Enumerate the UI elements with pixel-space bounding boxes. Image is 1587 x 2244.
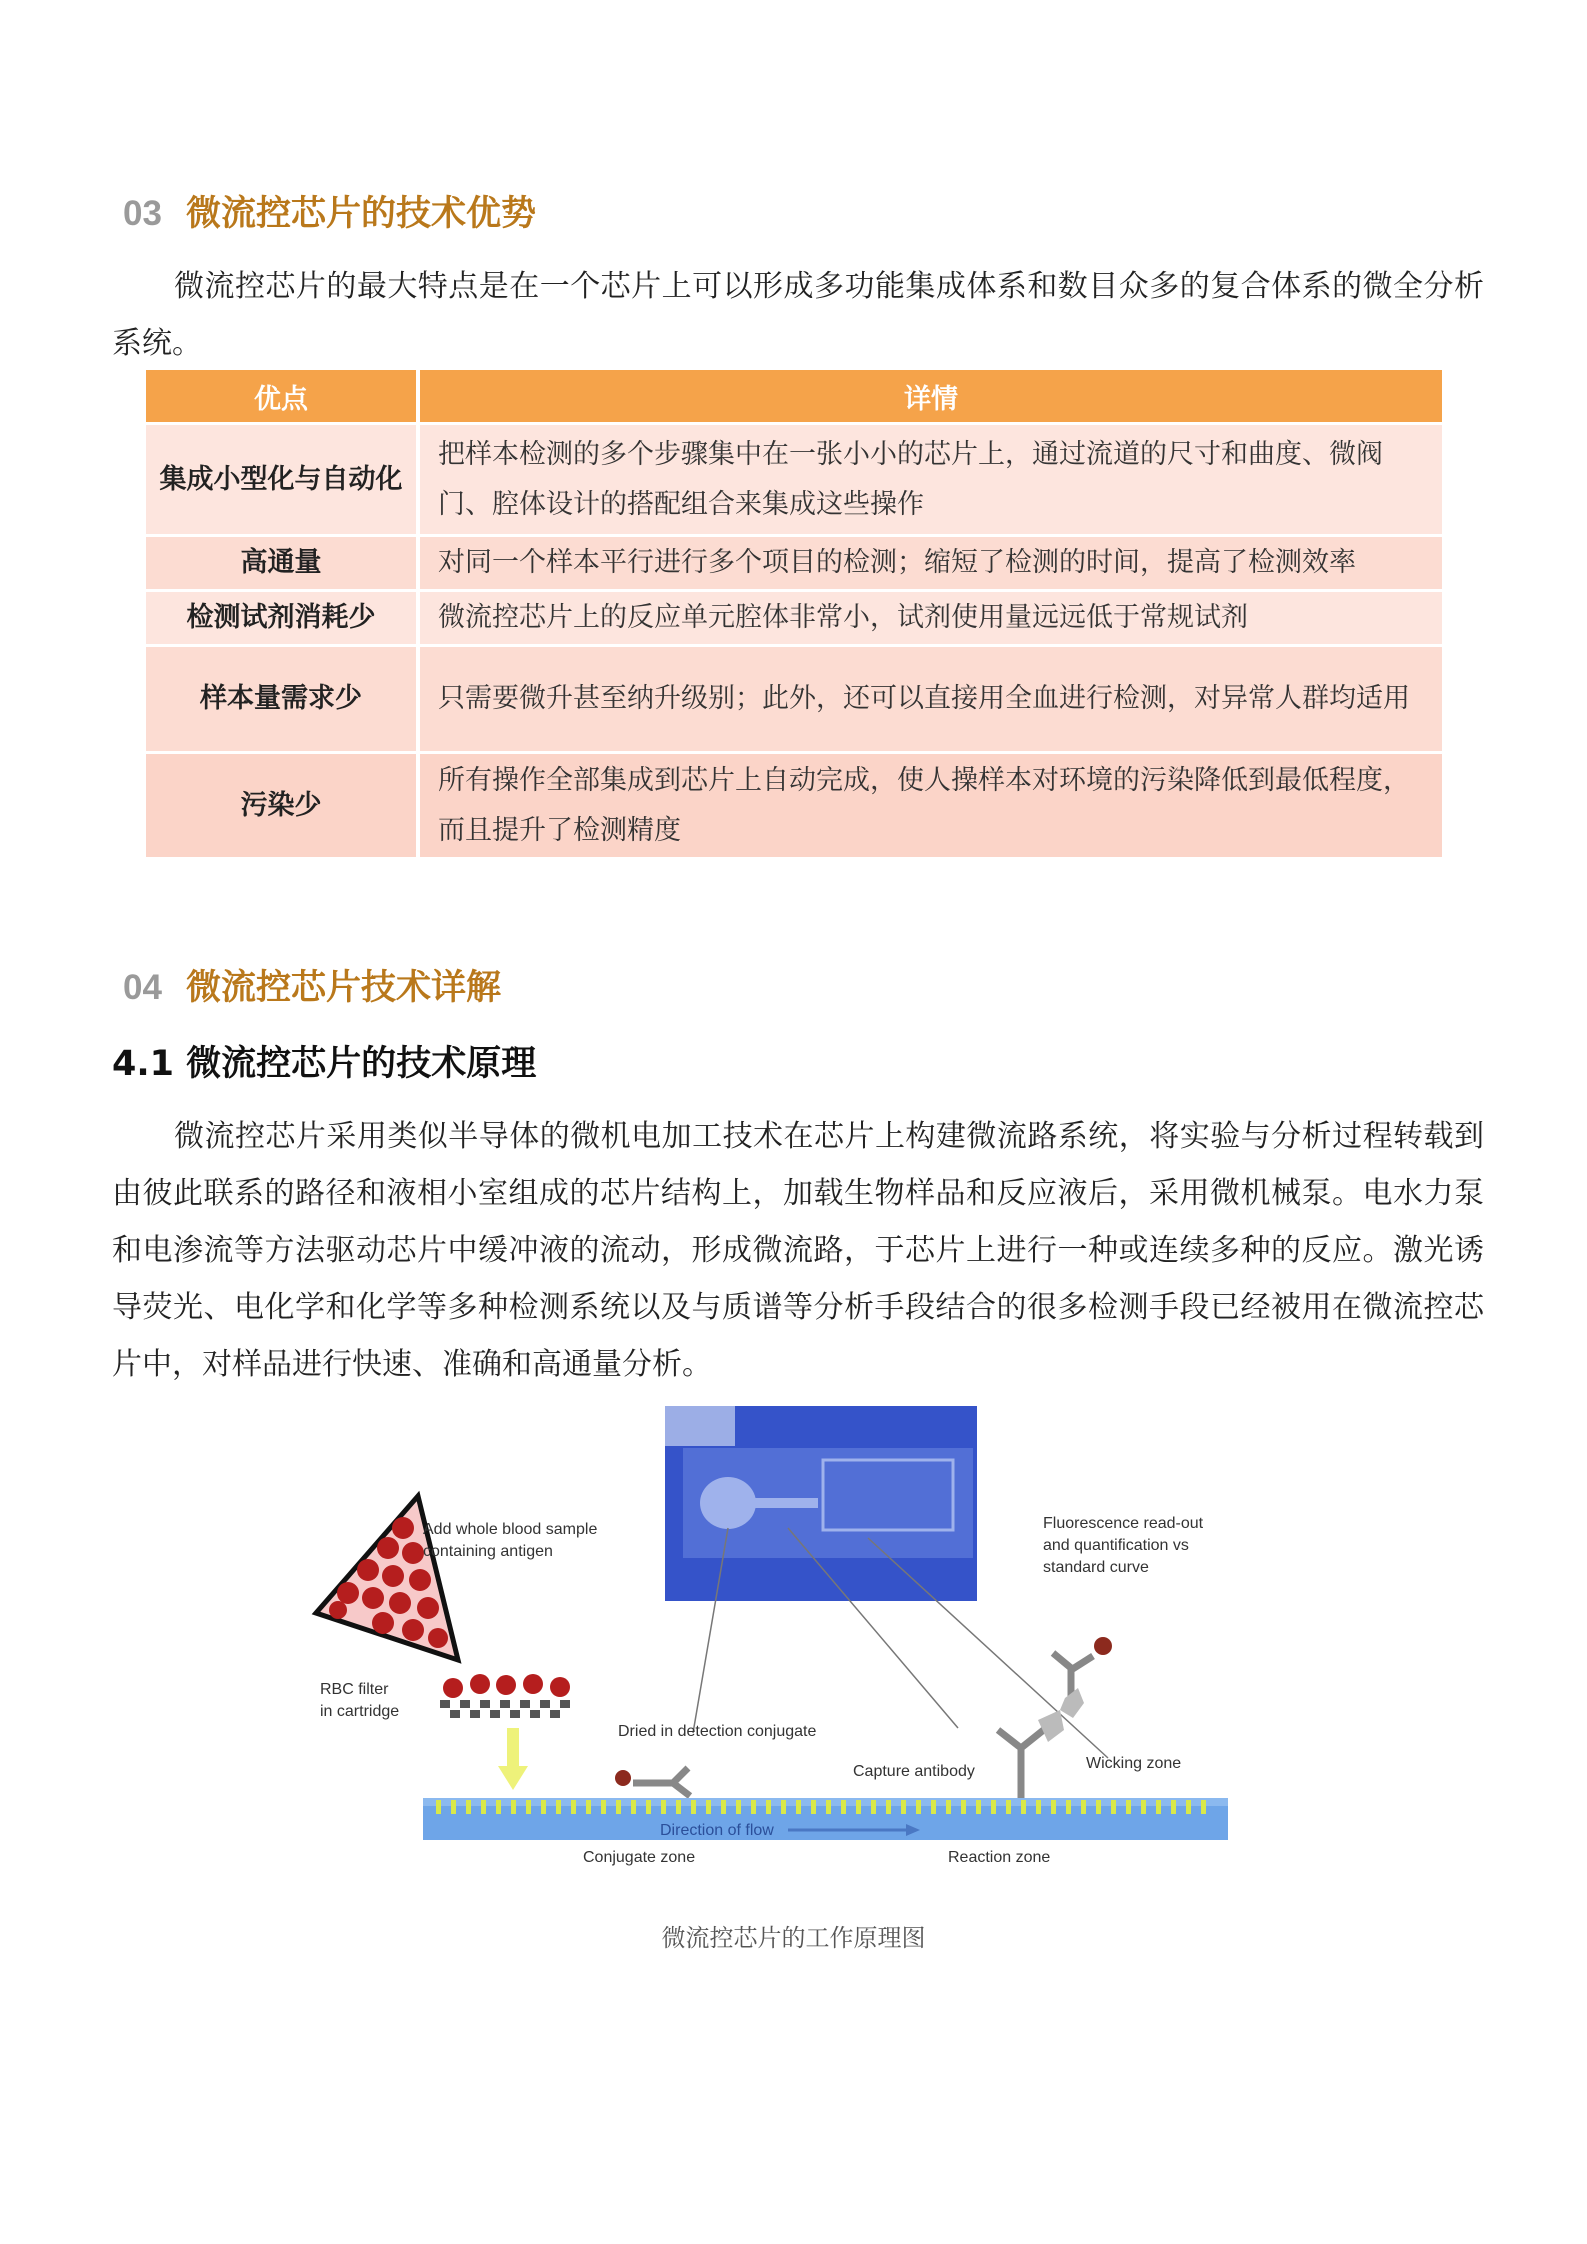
table-row bbox=[146, 425, 1446, 537]
label-wicking: Wicking zone bbox=[1086, 1755, 1182, 1772]
detail-cell: 对同一个样本平行进行多个项目的检测；缩短了检测的时间，提高了检测效率 bbox=[420, 537, 1446, 592]
section-title: 微流控芯片的技术优势 bbox=[185, 194, 536, 234]
subsection-title: 4.1 微流控芯片的技术原理 bbox=[112, 1044, 537, 1084]
header-detail: 详情 bbox=[420, 370, 1446, 425]
label-dried: Dried in detection conjugate bbox=[618, 1723, 817, 1740]
label-rbc-1: RBC filter bbox=[320, 1681, 389, 1698]
label-fluor-1: Fluorescence read-out bbox=[1043, 1515, 1204, 1532]
section-4-heading bbox=[123, 960, 501, 1010]
table-row bbox=[146, 537, 1446, 592]
label-capture: Capture antibody bbox=[853, 1763, 975, 1780]
microfluidic-principle-figure bbox=[308, 1398, 1288, 1878]
flow-strip bbox=[423, 1798, 1228, 1840]
table-row bbox=[146, 647, 1446, 754]
principle-paragraph: 微流控芯片采用类似半导体的微机电加工技术在芯片上构建微流路系统，将实验与分析过程转载到由彼此联系的路径和液相小室组成的芯片结构上，加载生物样品和反应液后，采用微机械泵。电水力泵和电渗流等方法驱动芯片中缓冲液的流动，形成微流路，于芯片上进行一种或连续多种的反应。激光诱导荧光、电化学和化学等多种检测系统以及与质谱等分析手段结合的很多检测手段已经被用在微流控芯片中，对样品进行快速、准确和高通量分析。 bbox=[112, 1119, 1484, 1382]
header-advantage: 优点 bbox=[146, 370, 420, 425]
detail-cell: 微流控芯片上的反应单元腔体非常小，试剂使用量远远低于常规试剂 bbox=[420, 592, 1446, 647]
table-row bbox=[146, 592, 1446, 647]
figure-caption: 微流控芯片的工作原理图 bbox=[661, 1924, 926, 1952]
table-header-row bbox=[146, 370, 1446, 425]
section-title: 微流控芯片技术详解 bbox=[185, 968, 501, 1008]
chip-photo bbox=[665, 1406, 977, 1601]
advantage-cell: 检测试剂消耗少 bbox=[146, 592, 420, 647]
label-reaction-zone: Reaction zone bbox=[948, 1849, 1051, 1866]
label-fluor-3: standard curve bbox=[1043, 1559, 1149, 1576]
section-number: 04 bbox=[123, 968, 162, 1007]
advantage-cell: 高通量 bbox=[146, 537, 420, 592]
advantage-cell: 污染少 bbox=[146, 754, 420, 860]
label-flow: Direction of flow bbox=[660, 1822, 774, 1839]
detail-cell: 只需要微升甚至纳升级别；此外，还可以直接用全血进行检测，对异常人群均适用 bbox=[420, 647, 1446, 754]
section-3-heading bbox=[123, 186, 536, 236]
label-add-sample-2: containing antigen bbox=[423, 1543, 553, 1560]
section-number: 03 bbox=[123, 194, 162, 233]
detail-cell: 所有操作全部集成到芯片上自动完成，使人操样本对环境的污染降低到最低程度，而且提升了检测精度 bbox=[420, 754, 1446, 860]
advantages-table bbox=[146, 370, 1446, 860]
label-rbc-2: in cartridge bbox=[320, 1703, 400, 1720]
intro-paragraph: 微流控芯片的最大特点是在一个芯片上可以形成多功能集成体系和数目众多的复合体系的微全分析系统。 bbox=[112, 269, 1484, 361]
advantage-cell: 样本量需求少 bbox=[146, 647, 420, 754]
label-conjugate-zone: Conjugate zone bbox=[583, 1849, 696, 1866]
detail-cell: 把样本检测的多个步骤集中在一张小小的芯片上，通过流道的尺寸和曲度、微阀门、腔体设计的搭配组合来集成这些操作 bbox=[420, 425, 1446, 537]
label-add-sample-1: Add whole blood sample bbox=[423, 1521, 598, 1538]
advantage-cell: 集成小型化与自动化 bbox=[146, 425, 420, 537]
label-fluor-2: and quantification vs bbox=[1043, 1537, 1189, 1554]
table-row bbox=[146, 754, 1446, 860]
